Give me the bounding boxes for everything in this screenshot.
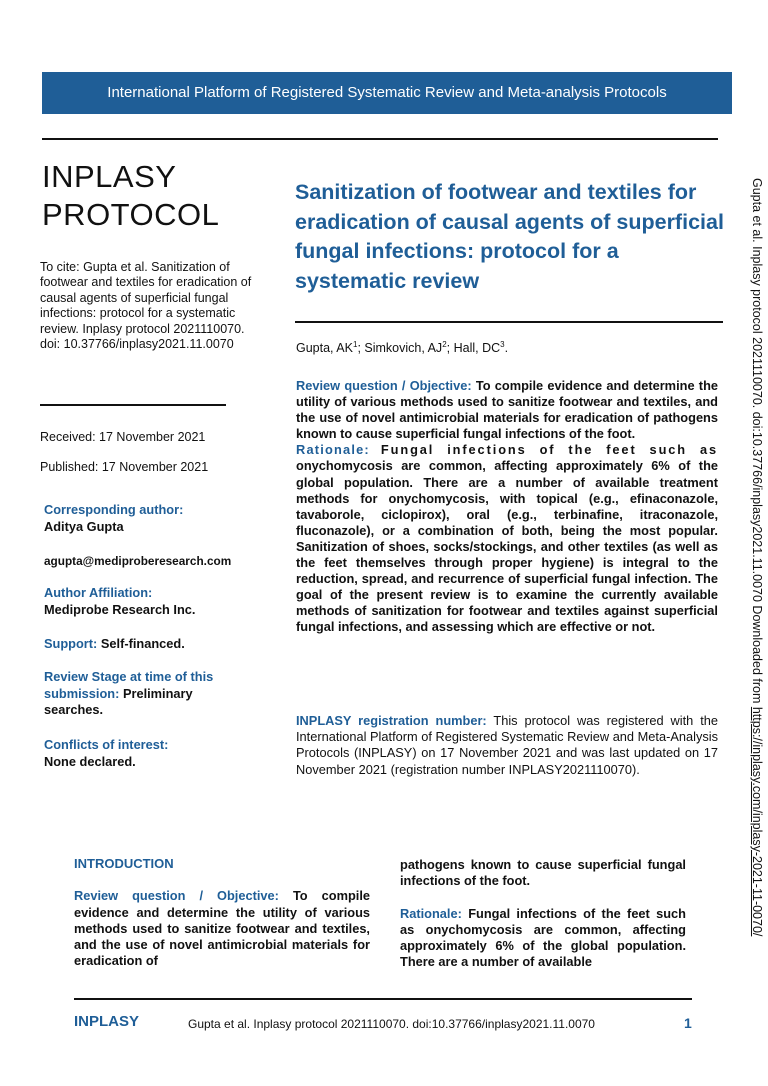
intro-rationale-paragraph [400, 906, 686, 971]
registration-block [296, 713, 718, 778]
header-banner: International Platform of Registered Systematic Review and Meta-analysis Protocols [42, 72, 732, 114]
registration-text: This protocol was registered with the International Platform of Registered Systematic Review and Meta-Analysis Protocols (INPLASY) on 17 November 2021 and was last updated on 17 November 2021 (registration number INPLASY2021110070). [296, 713, 718, 777]
footer-citation: Gupta et al. Inplasy protocol 2021110070. doi:10.37766/inplasy2021.11.0070 [188, 1017, 595, 1031]
brand-line-1: INPLASY [42, 159, 177, 194]
vertical-notice-prefix: Gupta et al. Inplasy protocol 2021110070. doi:10.37766/inplasy2021.11.0070 Downloaded from [750, 178, 764, 707]
page-title: Sanitization of footwear and textiles for eradication of causal agents of superficial fungal infections: protocol for a systematic review [295, 180, 724, 293]
footer-rule [74, 998, 692, 1000]
vertical-download-notice [745, 178, 765, 1008]
author-list-end: . [504, 341, 509, 356]
registration-label: INPLASY registration number: [296, 713, 487, 728]
abstract-rq-text: To compile evidence and determine the utility of various methods used to sanitize footwear and textiles, and the use of novel antimicrobial materials for eradication of pathogens known to cause superficial fungal infections of the foot. [296, 378, 718, 442]
abstract-rationale [296, 442, 718, 635]
footer-brand: INPLASY [74, 1013, 140, 1030]
published-date: Published: 17 November 2021 [40, 460, 209, 474]
abstract [296, 378, 718, 636]
brand-line-2: PROTOCOL [42, 197, 220, 232]
intro-rationale-text: Fungal infections of the feet such as onychomycosis are common, affecting approximately 6% of the global population. There are a number of available [400, 905, 686, 970]
corresponding-author-block [44, 502, 244, 535]
author-1: Gupta, AK [296, 341, 353, 356]
abstract-review-question [296, 378, 718, 442]
author-2-affil: 2 [442, 340, 447, 349]
affiliation-label: Author Affiliation: [44, 585, 153, 600]
intro-rq-paragraph [74, 888, 370, 969]
intro-rq-text: To compile evidence and determine the utility of various methods used to sanitize footwear and textiles, and the use of novel antimicrobial materials for eradication of [74, 888, 370, 969]
citation-text: To cite: Gupta et al. Sanitization of footwear and textiles for eradication of causal agents of superficial fungal infections: protocol for a systematic review. Inplasy protocol 2021110070. doi: 10.37766/inplasy2021.11.0070 [40, 260, 252, 352]
author-2: ; Simkovich, AJ [357, 341, 443, 356]
review-stage-block [44, 669, 244, 719]
affiliation-block [44, 585, 244, 618]
author-list [296, 340, 508, 355]
corresponding-author-label: Corresponding author: [44, 502, 184, 517]
affiliation-value: Mediprobe Research Inc. [44, 601, 196, 617]
abstract-rationale-text: onychomycosis are common, affecting approximately 6% of the global population. There are a number of available treatment methods for onychomycosis, with topical (e.g., efinaconazole, tavaborole, ciclopirox), oral (e.g., terbinafine, itraconazole, fluconazole), or a combination of both, being the most popular. Sanitization of shoes, socks/stockings, and other textiles (as well as the feet themselves through proper hygiene) is integral to the reduction, spread, and recurrence of superficial fungal infection. The goal of the present review is to examine the currently available methods of sanitization for footwear and textiles against superficial fungal infections, and assessing which are effective or not. [296, 458, 718, 635]
introduction-heading: INTRODUCTION [74, 856, 174, 871]
review-stage-value: Preliminary searches. [44, 685, 193, 717]
abstract-rq-label: Review question / Objective: [296, 378, 472, 393]
title-rule [295, 321, 723, 323]
conflicts-block [44, 737, 244, 770]
intro-right-column [400, 857, 686, 971]
download-link[interactable]: https://inplasy.com/inplasy-2021-11-0070/ [750, 706, 764, 937]
top-rule [42, 138, 718, 140]
corresponding-author-name: Aditya Gupta [44, 518, 124, 534]
left-divider [40, 404, 226, 406]
inplasy-protocol-brand [42, 158, 219, 234]
abstract-rationale-label: Rationale: [296, 442, 370, 458]
conflicts-value: None declared. [44, 753, 136, 769]
author-email[interactable]: agupta@mediproberesearch.com [44, 554, 232, 568]
received-date: Received: 17 November 2021 [40, 430, 206, 444]
intro-rationale-label: Rationale: [400, 905, 462, 921]
page-number: 1 [684, 1015, 692, 1031]
author-3: ; Hall, DC [446, 341, 501, 356]
intro-rq-label: Review question / Objective: [74, 888, 279, 904]
support-line [44, 636, 185, 653]
review-stage-label: Review Stage at time of this submission: [44, 669, 214, 701]
author-3-affil: 3 [500, 340, 505, 349]
support-label: Support: [44, 636, 98, 651]
intro-left-column [74, 856, 370, 970]
abstract-rationale-lead: Fungal infections of the feet such as [380, 442, 718, 458]
vertical-notice-text [750, 178, 764, 1008]
intro-rq-continued: pathogens known to cause superficial fungal infections of the foot. [400, 857, 686, 889]
author-1-affil: 1 [352, 340, 358, 349]
support-value: Self-financed. [100, 636, 185, 651]
conflicts-label: Conflicts of interest: [44, 737, 169, 752]
